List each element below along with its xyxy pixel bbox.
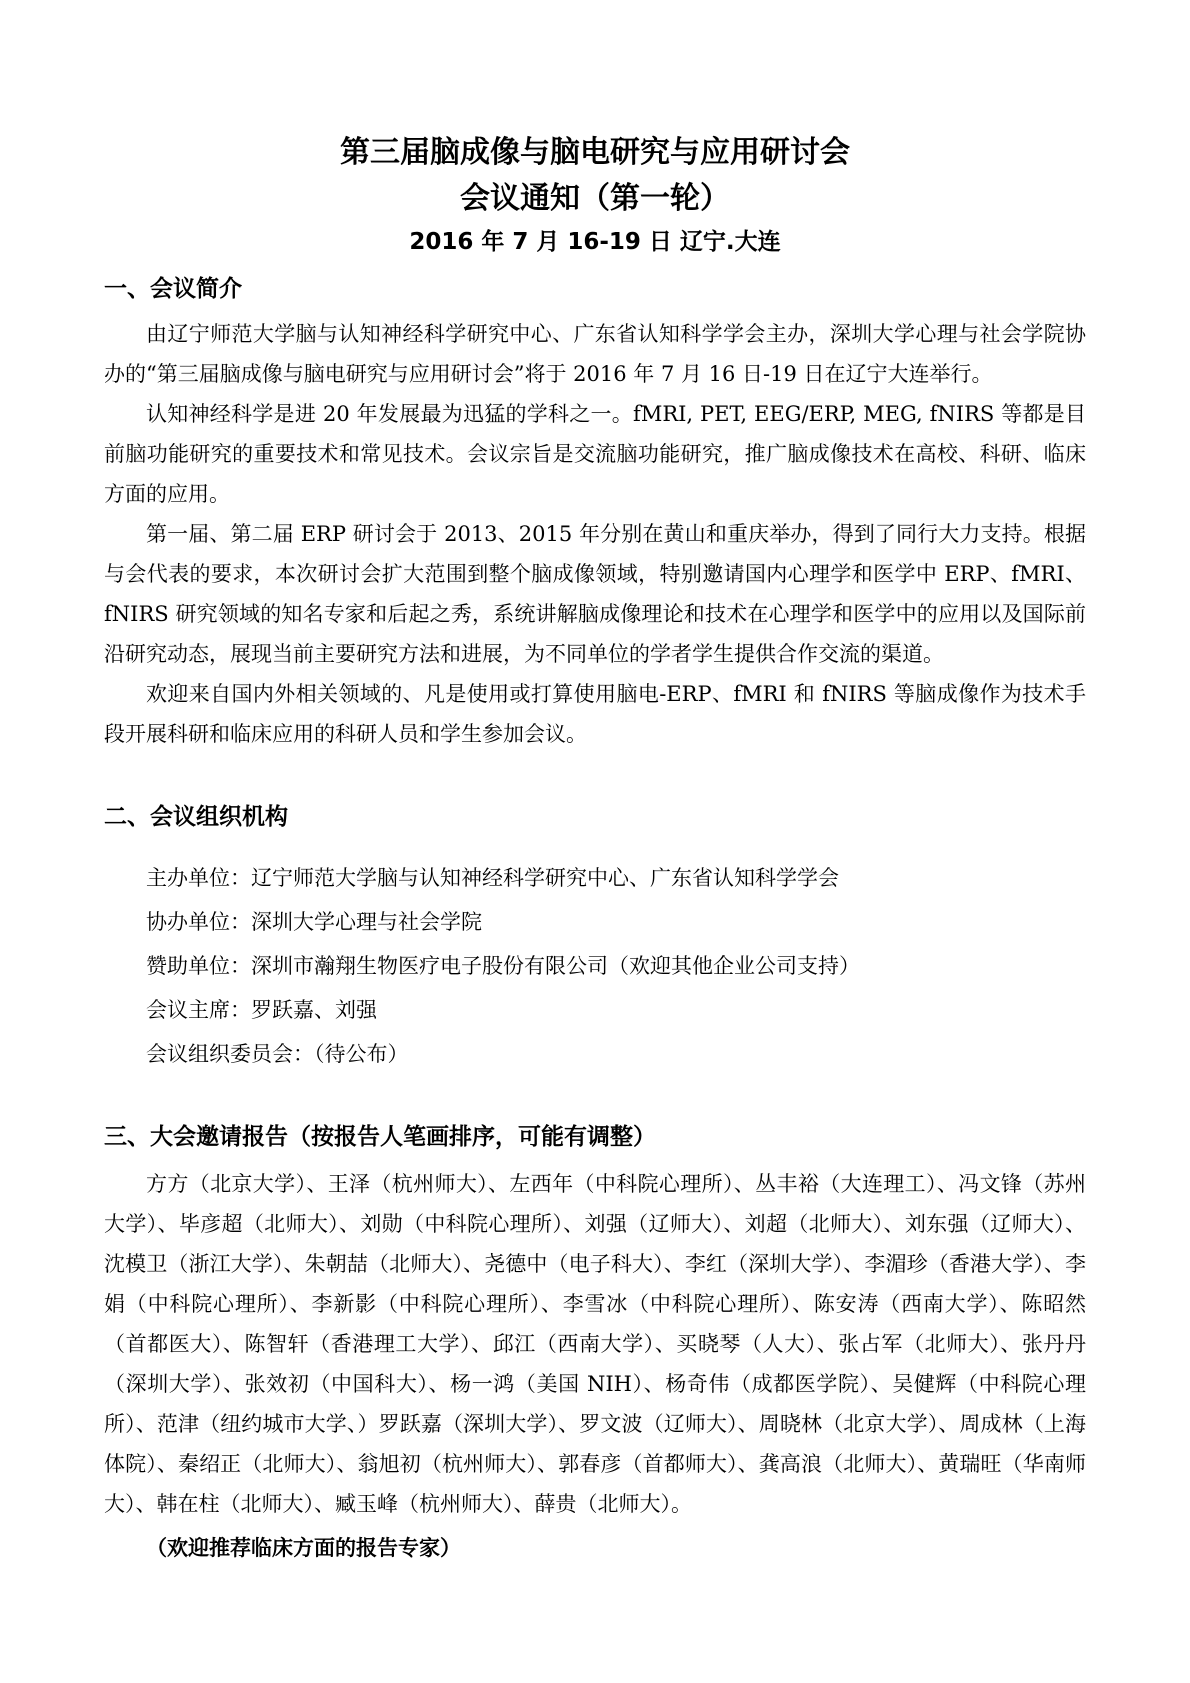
section-heading-intro: 一、会议简介 <box>104 276 242 302</box>
org-item-sponsor: 赞助单位：深圳市瀚翔生物医疗电子股份有限公司（欢迎其他企业公司支持） <box>146 954 860 978</box>
date-location-line: 2016 年 7 月 16-19 日 辽宁.大连 <box>409 229 781 255</box>
document-subtitle: 会议通知（第一轮） <box>460 181 730 216</box>
intro-paragraph-2: 认知神经科学是进 20 年发展最为迅猛的学科之一。fMRI, PET, EEG/ERP, MEG, fNIRS 等都是目前脑功能研究的重要技术和常见技术。会议宗旨是交流脑功能研究，推广脑成像技术在高校、科研、临床方面的应用。 <box>104 402 1086 506</box>
intro-paragraph-3: 第一届、第二届 ERP 研讨会于 2013、2015 年分别在黄山和重庆举办，得到了同行大力支持。根据与会代表的要求，本次研讨会扩大范围到整个脑成像领域，特别邀请国内心理学和医学中 ERP、fMRI、fNIRS 研究领域的知名专家和后起之秀，系统讲解脑成像理论和技术在心理学和医学中的应用以及国际前沿研究动态，展现当前主要研究方法和进展，为不同单位的学者学生提供合作交流的渠道。 <box>104 522 1086 666</box>
org-item-committee: 会议组织委员会：（待公布） <box>146 1042 409 1066</box>
org-item-chairs: 会议主席：罗跃嘉、刘强 <box>146 998 377 1022</box>
speakers-list-paragraph: 方方（北京大学）、王泽（杭州师大）、左西年（中科院心理所）、丛丰裕（大连理工）、冯文锋（苏州大学）、毕彦超（北师大）、刘勋（中科院心理所）、刘强（辽师大）、刘超（北师大）、刘东强（辽师大）、沈模卫（浙江大学）、朱朝喆（北师大）、尧德中（电子科大）、李红（深圳大学）、李湄珍（香港大学）、李娟（中科院心理所）、李新影（中科院心理所）、李雪冰（中科院心理所）、陈安涛（西南大学）、陈昭然（首都医大）、陈智轩（香港理工大学）、邱江（西南大学）、买晓琴（人大）、张占军（北师大）、张丹丹（深圳大学）、张效初（中国科大）、杨一鸿（美国 NIH）、杨奇伟（成都医学院）、吴健辉（中科院心理所）、范津（纽约城市大学、）罗跃嘉（深圳大学）、罗文波（辽师大）、周晓林（北京大学）、周成林（上海体院）、秦绍正（北师大）、翁旭初（杭州师大）、郭春彦（首都师大）、龚高浪（北师大）、黄瑞旺（华南师大）、韩在柱（北师大）、臧玉峰（杭州师大）、薛贵（北师大）。 <box>104 1172 1086 1516</box>
org-item-co-organizer: 协办单位：深圳大学心理与社会学院 <box>146 910 482 934</box>
speaker-recommendation-note: （欢迎推荐临床方面的报告专家） <box>146 1535 461 1560</box>
section-heading-organization: 二、会议组织机构 <box>104 804 288 830</box>
intro-paragraph-4: 欢迎来自国内外相关领域的、凡是使用或打算使用脑电-ERP、fMRI 和 fNIRS 等脑成像作为技术手段开展科研和临床应用的科研人员和学生参加会议。 <box>104 682 1086 746</box>
document-header <box>104 0 1086 260</box>
document-title: 第三届脑成像与脑电研究与应用研讨会 <box>340 135 850 170</box>
organization-list <box>104 856 1086 1076</box>
org-item-host: 主办单位：辽宁师范大学脑与认知神经科学研究中心、广东省认知科学学会 <box>146 866 839 890</box>
intro-paragraph-1: 由辽宁师范大学脑与认知神经科学研究中心、广东省认知科学学会主办，深圳大学心理与社会学院协办的“第三届脑成像与脑电研究与应用研讨会”将于 2016 年 7 月 16 日-19 日在辽宁大连举行。 <box>104 322 1086 386</box>
section-heading-speakers: 三、大会邀请报告（按报告人笔画排序，可能有调整） <box>104 1124 656 1150</box>
